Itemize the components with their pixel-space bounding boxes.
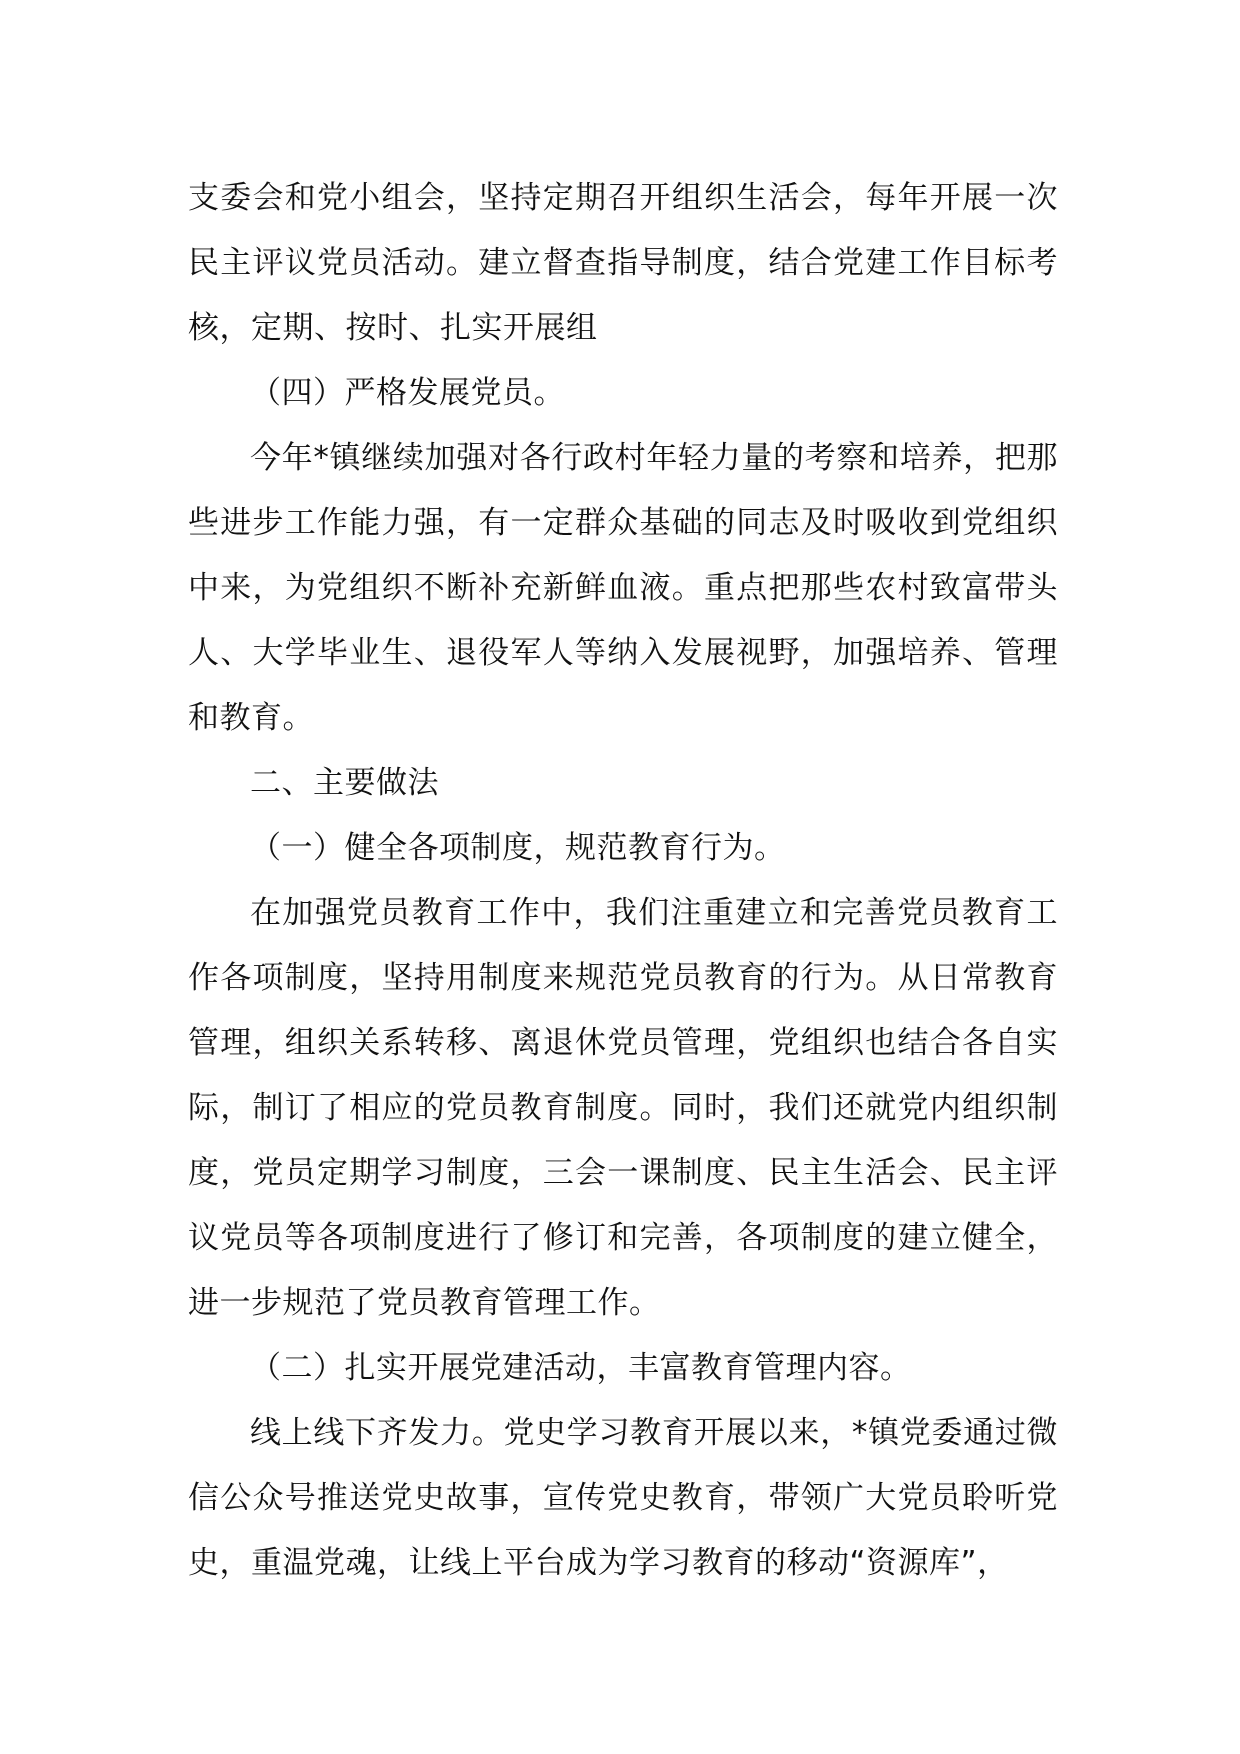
paragraph-develop-members: 今年*镇继续加强对各行政村年轻力量的考察和培养，把那些进步工作能力强，有一定群众基础的同志及时吸收到党组织中来，为党组织不断补充新鲜血液。重点把那些农村致富带头人、大学毕业生、退役军人等纳入发展视野，加强培养、管理和教育。 [188, 440, 1058, 736]
subheading-four-develop-members: （四）严格发展党员。 [250, 375, 565, 411]
paragraph-online-offline: 线上线下齐发力。党史学习教育开展以来，*镇党委通过微信公众号推送党史故事，宣传党史教育，带领广大党员聆听党史，重温党魂，让线上平台成为学习教育的移动“资源库”， [188, 1415, 1058, 1581]
document-body [188, 166, 1058, 1596]
subheading-one-systems: （一）健全各项制度，规范教育行为。 [250, 830, 786, 866]
paragraph-systems: 在加强党员教育工作中，我们注重建立和完善党员教育工作各项制度，坚持用制度来规范党员教育的行为。从日常教育管理，组织关系转移、离退休党员管理，党组织也结合各自实际，制订了相应的党员教育制度。同时，我们还就党内组织制度，党员定期学习制度，三会一课制度、民主生活会、民主评议党员等各项制度进行了修订和完善，各项制度的建立健全，进一步规范了党员教育管理工作。 [188, 895, 1058, 1321]
section-heading-main-practices: 二、主要做法 [250, 765, 439, 801]
paragraph-continuation: 支委会和党小组会，坚持定期召开组织生活会，每年开展一次民主评议党员活动。建立督查指导制度，结合党建工作目标考核，定期、按时、扎实开展组 [188, 180, 1058, 346]
subheading-two-activities: （二）扎实开展党建活动，丰富教育管理内容。 [250, 1350, 912, 1386]
